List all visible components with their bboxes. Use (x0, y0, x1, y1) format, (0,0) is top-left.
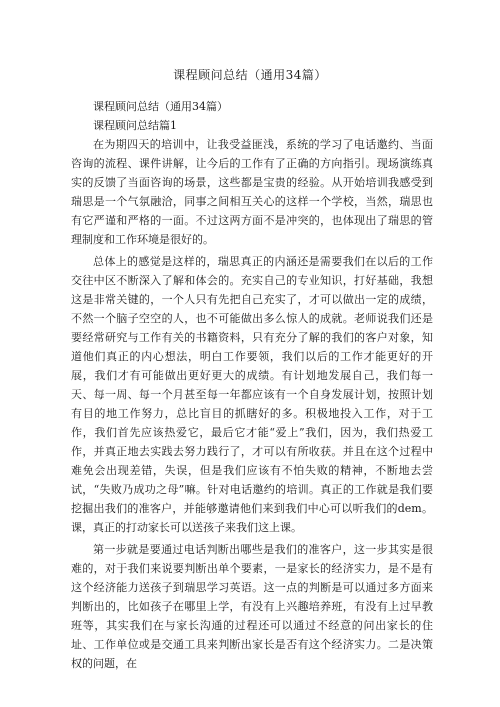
paragraph-3: 第一步就是要通过电话判断出哪些是我们的准客户，这一步其实是很难的，对于我们来说要判断出单个要素，一是家长的经济实力，是不是有这个经济能力送孩子到瑞思学习英语。这一点的判断是可以通过多方面来判断出的，比如孩子在哪里上学，有没有上兴趣培养班，有没有上过早教班等，其实我们在与家长沟通的过程还可以通过不经意的问出家长的住址、工作单位或是交通工具来判断出家长是否有这个经济实力。二是决策权的问题，在 (71, 543, 433, 670)
paragraph-2: 总体上的感觉是这样的，瑞思真正的内涵还是需要我们在以后的工作交往中区不断深入了解和体会的。充实自己的专业知识，打好基础，我想这是非常关键的，一个人只有先把自己充实了，才可以做出一定的成绩，不然一个脑子空空的人，也不可能做出多么惊人的成就。老师说我们还是要经常研究与工作有关的书籍资料，只有充分了解的我们的客户对象，知道他们真正的内心想法，明白工作要领，我们以后的工作才能更好的开展，我们才有可能做出更好更大的成绩。有计划地发展自己，我们每一天、每一周、每一个月甚至每一年都应该有一个自身发展计划，按照计划有目的地工作努力，总比盲目的抓瞎好的多。积极地投入工作，对于工作，我们首先应该热爱它，最后它才能“爱上”我们，因为，我们热爱工作，并真正地去实践去努力践行了，才可以有所收获。并且在这个过程中难免会出现差错，失误，但是我们应该有不怕失败的精神，不断地去尝试，“失败乃成功之母”嘛。针对电话邀约的培训。真正的工作就是我们要挖掘出我们的准客户，并能够邀请他们来到我们中心可以听我们的dem。课，真正的打动家长可以送孩子来我们这上课。 (71, 255, 433, 534)
document-title: 课程顾问总结（通用34篇） (173, 68, 327, 82)
document-body (71, 97, 433, 673)
section-heading: 课程顾问总结篇1 (93, 119, 177, 132)
paragraph-1: 在为期四天的培训中，让我受益匪浅，系统的学习了电话邀约、当面咨询的流程、课件讲解，让今后的工作有了正确的方向指引。现场演练真实的反馈了当面咨询的场景，这些都是宝贵的经验。从开始培训我感受到瑞思是一个气氛融洽，同事之间相互关心的这样一个学校，当然，瑞思也有它严谨和严格的一面。不过这两方面不是冲突的，也体现出了瑞思的管理制度和工作环境是很好的。 (71, 138, 433, 246)
document-subtitle: 课程顾问总结（通用34篇） (93, 100, 228, 113)
